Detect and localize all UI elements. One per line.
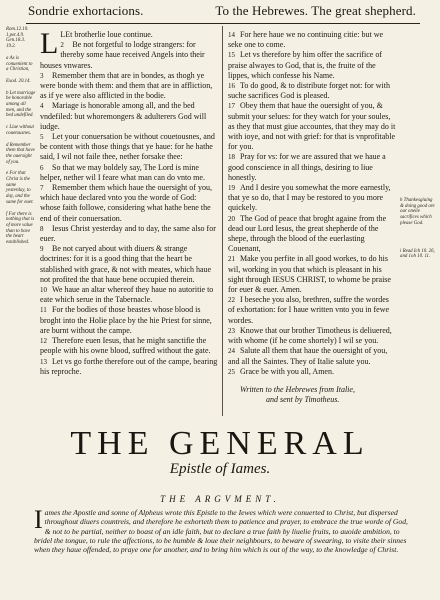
verse: 3 Remember them that are in bondes, as thogh ye were bonde with them: and them that are in affliction, as if ye were also afflicted in the bodie. [40,70,213,101]
verse: 8 Iesus Christ yesterday and to day, the same also for euer. [40,223,216,244]
left-margin-notes [6,27,36,252]
verse: 11 For the bodies of those beastes whose blood is broght into the Holie place by the hie Priest for sinne, are burnt without the campe. [40,305,212,335]
verse: 25 Grace be with you all, Amen. [228,366,334,376]
right-column [228,30,396,405]
verse: 21 Make you perfite in all good workes, to do his wil, working in you that which is pleasant in his sight through IESUS CHRIST, to whome be praise for euer & euer. Amen. [228,254,391,295]
margin-note: d Remember them that have the ouersight of you. [6,142,35,165]
margin-note: f For there is nothing that is of more value than to have the heart established. [6,211,35,246]
margin-note: e For that Christ is the same yesterday, to day, and the same for euer. [6,171,34,205]
book-title: THE GENERAL [70,425,370,462]
verse: 20 The God of peace that broght againe from the dead our Lord Iesus, the great shepherde of the shepe, through the blood of the euerlasting Couenant, [228,213,387,254]
header-right: To the Hebrewes. The great shepherd. [215,3,416,18]
column-rule [222,26,223,416]
verse: 16 To do good, & to distribute forget not: for with suche sacrifices God is pleased. [228,81,390,101]
verse: 5 Let your conuersation be without couetousnes, and be content with those things that ye haue: for he hathe said, I wil not faile thee, nether forsake thee: [40,132,215,162]
argument-heading: THE ARGVMENT. [160,494,280,504]
verse: 4 Mariage is honorable among all, and the bed vndefiled: but whoremongers & adulterers God will iudge. [40,101,207,131]
verse: 23 Knowe that our brother Timotheus is deliuered, with whome (if he come shortely) I wil se you. [228,325,392,346]
header-rule [26,23,420,24]
verse: 18 Pray for vs: for we are assured that we haue a good conscience in all things, desiring to liue honestly. [228,152,386,182]
argument-text: I ames the Apostle and sonne of Alpheus wrote this Epistle to the Iewes which were conuerted to Christ, but dispersed throughout diuers countreis, and therefore he exhorteth them to patience and prayer, to embrace the true worde of God, & not to be partial, neither to boast of an idle faith, but to declare a true faith by liuelie fruits, to auoide ambition, to bridel the tongue, to rule the affections, to be humble & loue their neighbours, to beware of swearing, to visite their sinnes when they haue offended, to praye one for another, and to bring him which is out of the way, to the knowledge of Christ. [34,505,408,555]
margin-note: c Liue without couetousnes. [6,125,34,136]
verse: 13 Let vs go forthe therefore out of the campe, bearing his reproche. [40,356,218,376]
verse: 2 Be not forgetful to lodge strangers: for thereby some haue received Angels into their houses vnwares. [40,40,205,70]
verse: 10 We haue an altar whereof they haue no autoritie to eate which serue in the Tabernacle. [40,285,214,305]
margin-note: i Read Ich 10. 26, and 1oh 10. 11. [400,248,435,260]
verse: 6 So that we may boldely say, The Lord is mine helper, nether wil I feare what man can do vnto me. [40,162,205,182]
margin-note: b Let marriage be honorable among all men, and the bed undefiled. [6,90,36,119]
verse: 9 Be not caryed about with diuers & strange doctrines: for it is a good thing that the heart be stablished with grace, & not with meates, which haue not profited the that haue bene occupied therein. [40,244,212,284]
verse: 12 Therefore euen Iesus, that he might sanctifie the people with his owne blood, suffred without the gate. [40,336,211,356]
margin-note: h Thankesgiuing & doing good are our onelie sacrifices which please God. [400,198,435,226]
right-margin-notes [400,198,436,266]
verse: 19 And I desire you somewhat the more earnestly, that ye so do, that I may be restored to you more quickely. [228,183,391,213]
header-left: Sondrie exhortacions. [28,3,144,18]
margin-note: Exod. 20.14. [6,78,31,84]
margin-note: a As is conuenient to a Christian, [6,55,33,73]
verse: 7 Remember them which haue the ouersight of you, which haue declared vnto you the worde of God: whose faith followe, considering what hathe bene the end of their conuersation. [40,183,212,223]
left-column [40,27,218,377]
verse: 15 Let vs therefore by him offer the sacrifice of praise alwayes to God, that is, the fruite of the lippes, which confesse his Name. [228,50,383,80]
verse-1: L LEt brotherlie loue continue. [40,27,153,60]
drop-cap: L [40,27,59,60]
verse: 17 Obey them that haue the ouersight of you, & submit your selues: for they watch for your soules, as they that must giue accountes, that they may do it with ioye, and not with grief: for that is vnprofitable for you. [228,101,396,152]
book-subtitle: Epistle of Iames. [169,461,271,477]
verse: 24 Salute all them that haue the ouersight of you, and all the Saintes. They of Italie salute you. [228,346,388,366]
running-header [28,3,416,23]
argument-drop-cap: I [34,505,43,534]
subscription: Written to the Hebrewes from Italie, and sent by Timotheus. [240,384,355,405]
margin-ref: Rom.12.10. 1.pet.4.9. Gen.18.3. 19.2. [6,27,29,50]
verse: 22 I beseche you also, brethren, suffre the wordes of exhortation: for I haue written vnto you in fewe wordes. [228,295,390,325]
verse: 14 For here haue we no continuing citie: but we seke one to come. [228,30,384,50]
